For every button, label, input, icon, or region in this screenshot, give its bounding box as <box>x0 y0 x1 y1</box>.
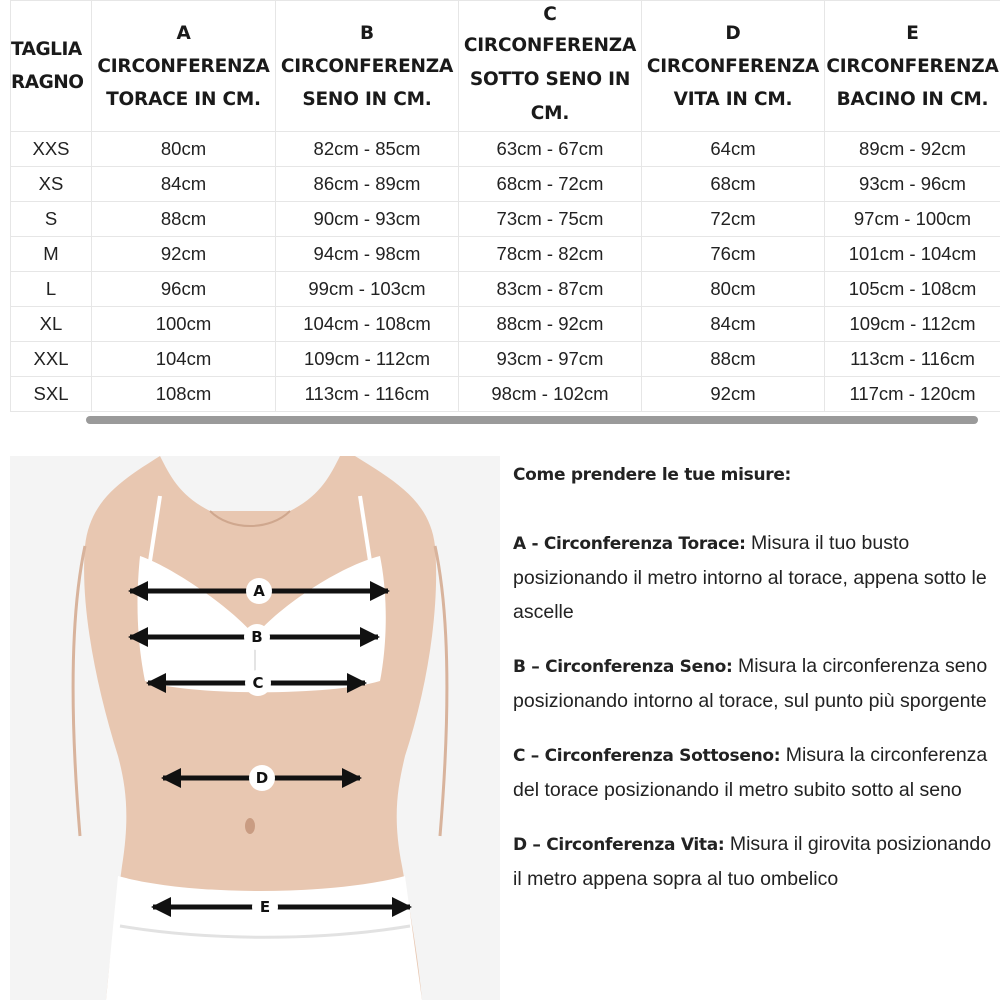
cell-sottoseno: 98cm - 102cm <box>459 377 642 412</box>
cell-bacino: 109cm - 112cm <box>825 307 1000 342</box>
cell-seno: 109cm - 112cm <box>276 342 459 377</box>
horizontal-scrollbar[interactable] <box>86 416 978 424</box>
header-vita: D CIRCONFERENZA VITA IN CM. <box>642 1 825 132</box>
cell-bacino: 117cm - 120cm <box>825 377 1000 412</box>
table-row <box>11 307 1000 342</box>
cell-torace: 108cm <box>92 377 276 412</box>
cell-bacino: 97cm - 100cm <box>825 202 1000 237</box>
cell-torace: 80cm <box>92 132 276 167</box>
cell-torace: 104cm <box>92 342 276 377</box>
table-row <box>11 237 1000 272</box>
instructions-title: Come prendere le tue misure: <box>513 465 792 485</box>
size-table <box>10 0 1000 412</box>
table-row <box>11 342 1000 377</box>
cell-seno: 94cm - 98cm <box>276 237 459 272</box>
table-row <box>11 377 1000 412</box>
cell-sottoseno: 93cm - 97cm <box>459 342 642 377</box>
header-taglia: TAGLIA RAGNO <box>11 1 92 132</box>
cell-size: S <box>11 202 92 237</box>
measurement-figure <box>10 456 500 1000</box>
cell-sottoseno: 78cm - 82cm <box>459 237 642 272</box>
cell-torace: 96cm <box>92 272 276 307</box>
instruction-torace <box>513 526 993 629</box>
table-row <box>11 167 1000 202</box>
header-bacino: E CIRCONFERENZA BACINO IN CM. <box>825 1 1000 132</box>
svg-text:C: C <box>252 674 264 692</box>
table-row <box>11 132 1000 167</box>
cell-sottoseno: 73cm - 75cm <box>459 202 642 237</box>
svg-text:A: A <box>253 582 265 600</box>
cell-vita: 64cm <box>642 132 825 167</box>
cell-torace: 92cm <box>92 237 276 272</box>
cell-size: XS <box>11 167 92 202</box>
cell-vita: 80cm <box>642 272 825 307</box>
instruction-label: C – Circonferenza Sottoseno: <box>513 746 781 766</box>
cell-sottoseno: 63cm - 67cm <box>459 132 642 167</box>
header-torace: A CIRCONFERENZA TORACE IN CM. <box>92 1 276 132</box>
svg-text:E: E <box>259 898 271 916</box>
cell-size: M <box>11 237 92 272</box>
cell-seno: 113cm - 116cm <box>276 377 459 412</box>
header-sottoseno: C CIRCONFERENZA SOTTO SENO IN CM. <box>459 1 642 132</box>
cell-bacino: 101cm - 104cm <box>825 237 1000 272</box>
cell-size: SXL <box>11 377 92 412</box>
cell-seno: 99cm - 103cm <box>276 272 459 307</box>
cell-torace: 84cm <box>92 167 276 202</box>
cell-torace: 100cm <box>92 307 276 342</box>
cell-bacino: 93cm - 96cm <box>825 167 1000 202</box>
cell-vita: 76cm <box>642 237 825 272</box>
cell-size: XXS <box>11 132 92 167</box>
instruction-label: A - Circonferenza Torace: <box>513 534 746 554</box>
cell-size: L <box>11 272 92 307</box>
cell-bacino: 89cm - 92cm <box>825 132 1000 167</box>
cell-seno: 90cm - 93cm <box>276 202 459 237</box>
cell-vita: 68cm <box>642 167 825 202</box>
body-illustration <box>10 456 500 1000</box>
instruction-text: Misura la circonferenza del torace posizionando il metro subito sotto al seno <box>513 744 988 801</box>
instruction-label: D – Circonferenza Vita: <box>513 835 725 855</box>
instruction-seno <box>513 649 993 718</box>
table-row <box>11 272 1000 307</box>
instruction-text: Misura il girovita posizionando il metro appena sopra al tuo ombelico <box>513 833 992 890</box>
cell-vita: 84cm <box>642 307 825 342</box>
cell-vita: 92cm <box>642 377 825 412</box>
cell-size: XXL <box>11 342 92 377</box>
instruction-text: Misura la circonferenza seno posizionando intorno al torace, sul punto più sporgente <box>513 655 988 712</box>
cell-seno: 86cm - 89cm <box>276 167 459 202</box>
cell-bacino: 113cm - 116cm <box>825 342 1000 377</box>
cell-sottoseno: 88cm - 92cm <box>459 307 642 342</box>
measurement-instructions <box>513 456 993 916</box>
cell-seno: 104cm - 108cm <box>276 307 459 342</box>
cell-seno: 82cm - 85cm <box>276 132 459 167</box>
svg-text:D: D <box>255 769 269 787</box>
cell-sottoseno: 83cm - 87cm <box>459 272 642 307</box>
cell-vita: 72cm <box>642 202 825 237</box>
cell-sottoseno: 68cm - 72cm <box>459 167 642 202</box>
table-header-row <box>11 1 1000 132</box>
cell-vita: 88cm <box>642 342 825 377</box>
cell-torace: 88cm <box>92 202 276 237</box>
instruction-text: Misura il tuo busto posizionando il metro intorno al torace, appena sotto le ascelle <box>513 532 987 623</box>
instruction-sottoseno <box>513 738 993 807</box>
header-seno: B CIRCONFERENZA SENO IN CM. <box>276 1 459 132</box>
table-row <box>11 202 1000 237</box>
instruction-label: B – Circonferenza Seno: <box>513 657 733 677</box>
svg-text:B: B <box>251 628 263 646</box>
cell-bacino: 105cm - 108cm <box>825 272 1000 307</box>
cell-size: XL <box>11 307 92 342</box>
instruction-vita <box>513 827 993 896</box>
size-table-container <box>10 0 1000 412</box>
